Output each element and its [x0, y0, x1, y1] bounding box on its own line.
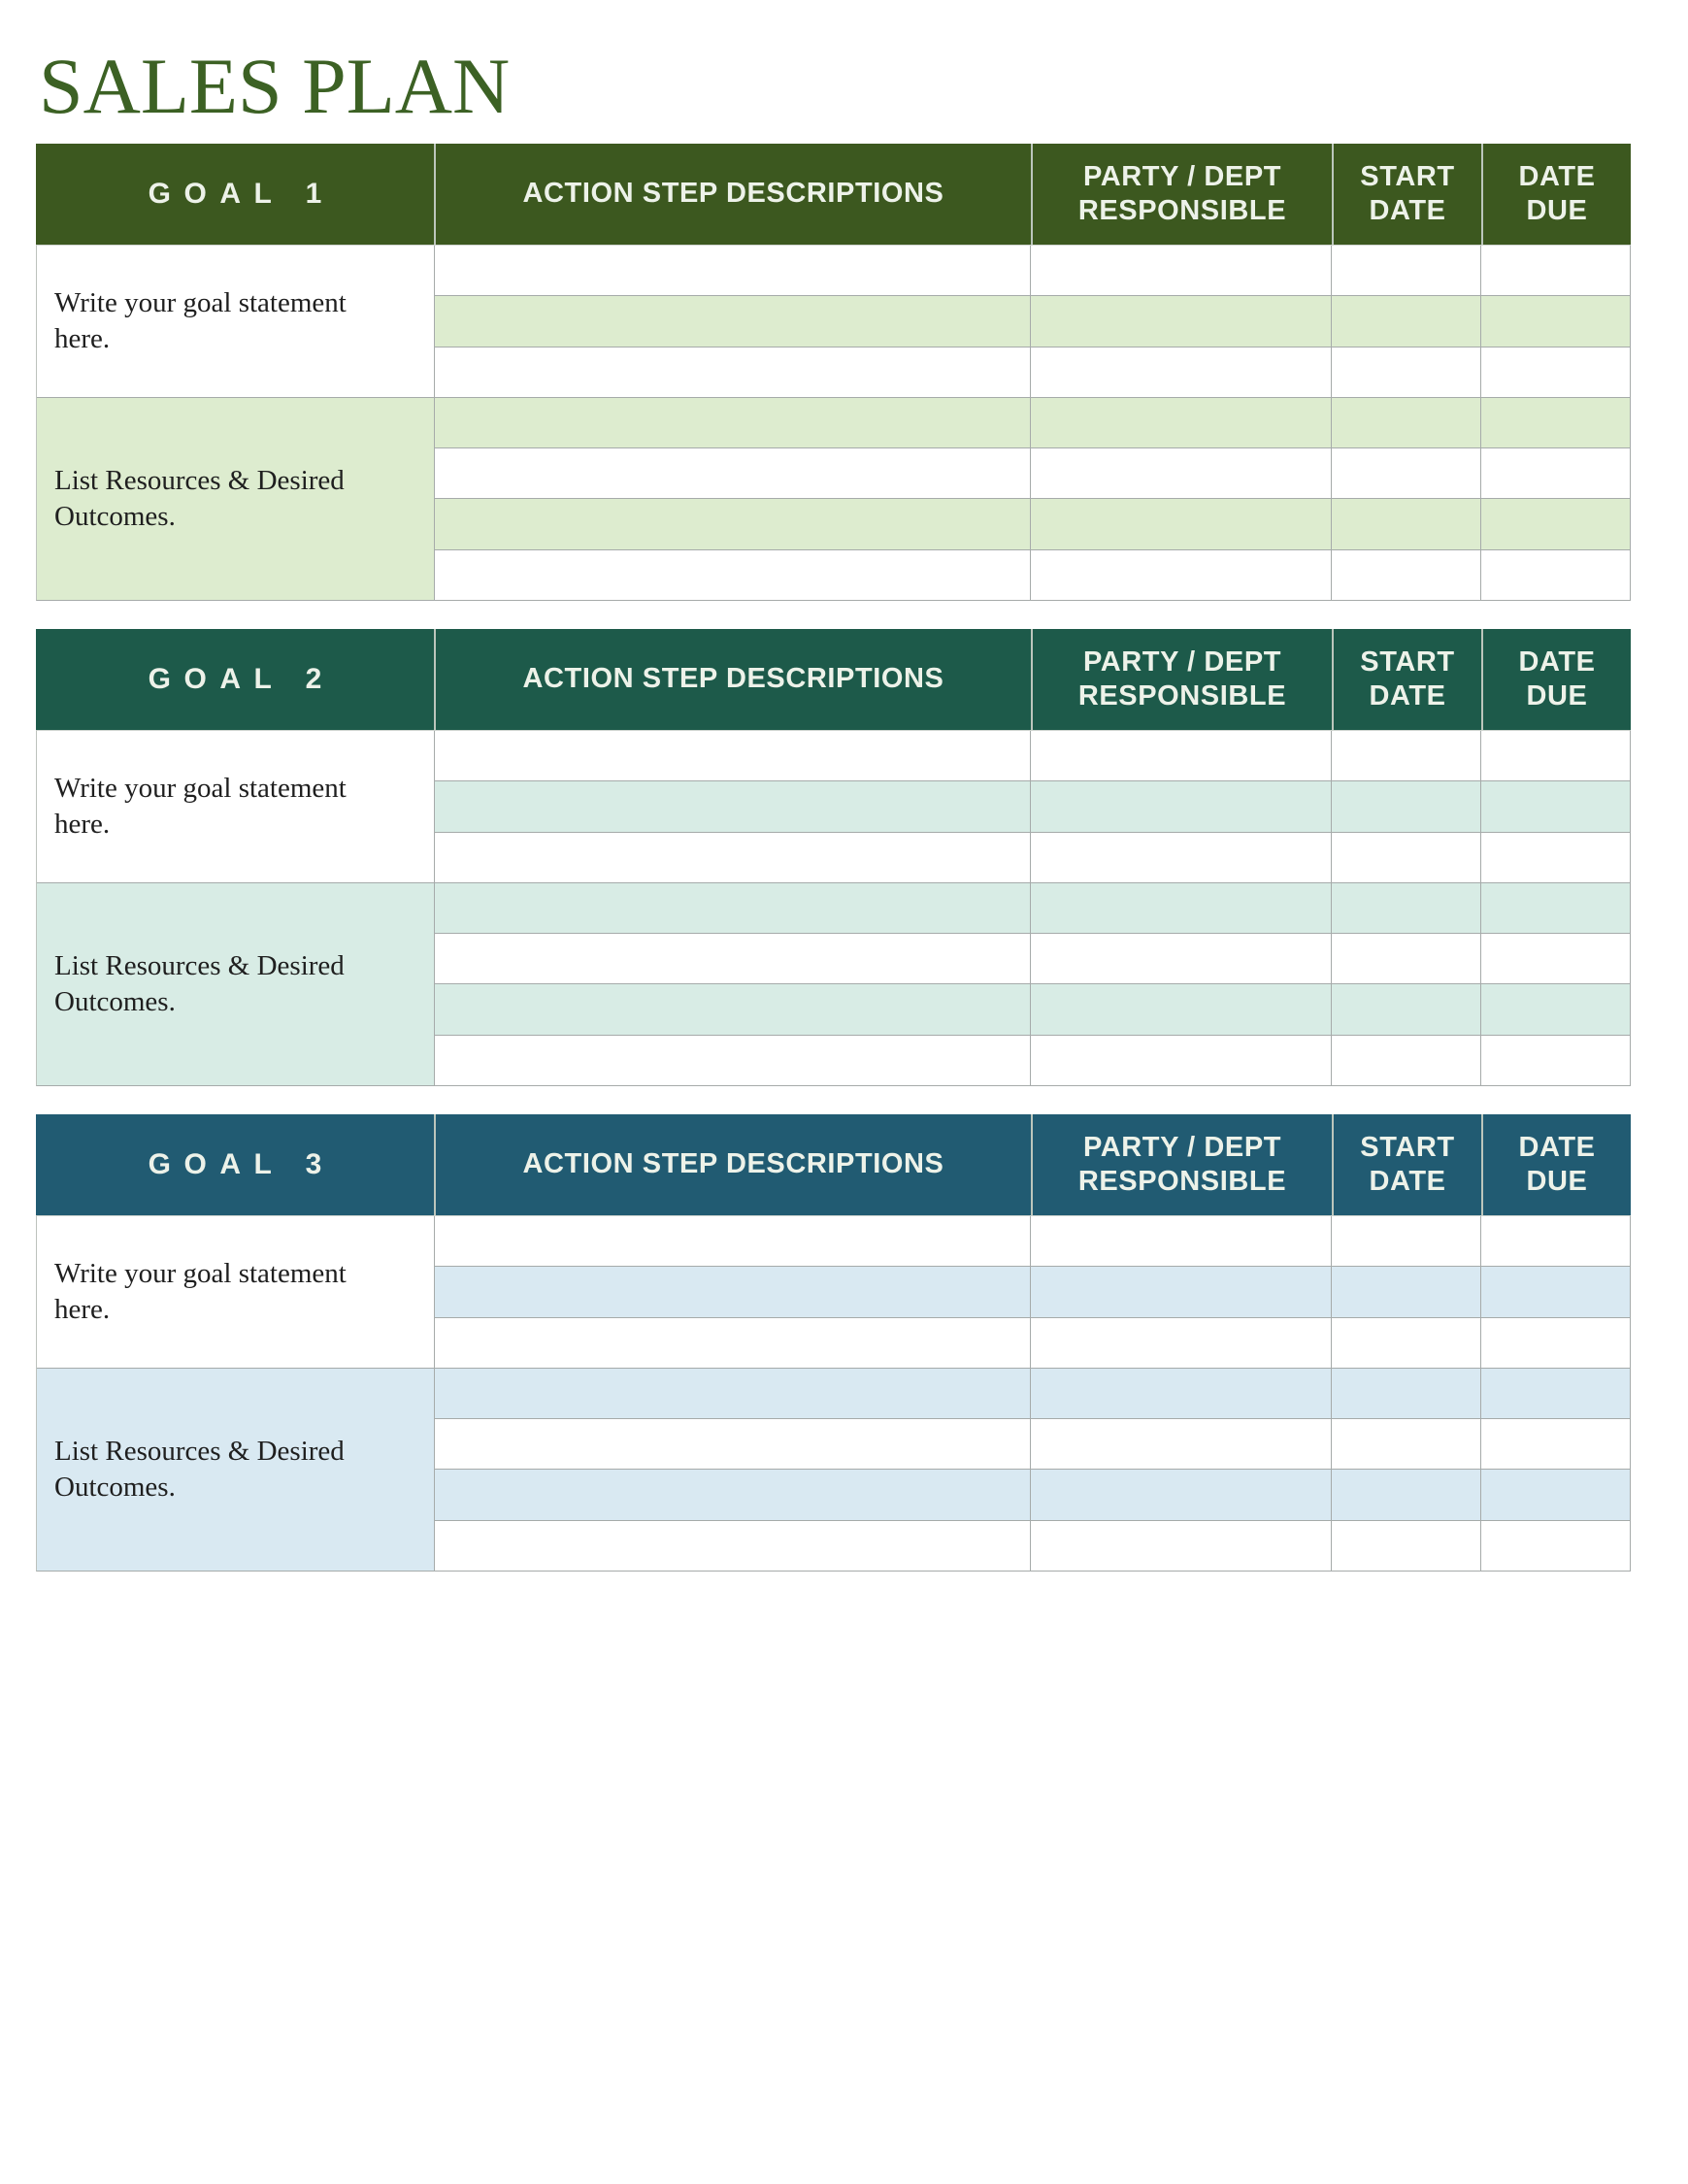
empty-row	[435, 883, 1630, 934]
empty-cell	[1030, 833, 1331, 882]
empty-cell	[435, 731, 1030, 780]
empty-row	[435, 1521, 1630, 1571]
empty-row	[435, 731, 1630, 781]
empty-cell	[435, 833, 1030, 882]
goal-table-body	[36, 1215, 1631, 1572]
empty-cell	[1331, 448, 1480, 498]
empty-row	[435, 550, 1630, 600]
empty-cell	[1480, 1369, 1630, 1418]
empty-cell	[1030, 984, 1331, 1034]
empty-row	[435, 499, 1630, 549]
party-dept-header-cell: PARTY / DEPT RESPONSIBLE	[1031, 144, 1332, 245]
empty-cell	[1030, 1470, 1331, 1519]
action-header-cell: ACTION STEP DESCRIPTIONS	[434, 144, 1031, 245]
empty-cell	[1480, 1318, 1630, 1368]
empty-cell	[1331, 1267, 1480, 1316]
empty-row	[435, 296, 1630, 347]
date-due-header-cell: DATE DUE	[1481, 144, 1631, 245]
goal-table-header	[36, 1114, 1631, 1215]
page-title: SALES PLAN	[39, 42, 511, 130]
party-dept-header-cell: PARTY / DEPT RESPONSIBLE	[1031, 629, 1332, 730]
empty-cell	[1331, 398, 1480, 447]
empty-cell	[1030, 246, 1331, 295]
empty-cell	[435, 499, 1030, 548]
action-steps-grid	[435, 246, 1630, 600]
empty-row	[435, 1036, 1630, 1085]
empty-cell	[1331, 1036, 1480, 1085]
empty-cell	[1331, 934, 1480, 983]
empty-cell	[1480, 499, 1630, 548]
action-header-cell: ACTION STEP DESCRIPTIONS	[434, 629, 1031, 730]
empty-cell	[1480, 1036, 1630, 1085]
empty-cell	[435, 1521, 1030, 1571]
empty-cell	[435, 934, 1030, 983]
goal-table-header	[36, 629, 1631, 730]
empty-cell	[1030, 1216, 1331, 1266]
empty-cell	[1030, 1318, 1331, 1368]
empty-cell	[1030, 934, 1331, 983]
goal-statement-cell: Write your goal statement here.	[37, 1216, 434, 1369]
goal-table-header	[36, 144, 1631, 245]
empty-cell	[1331, 1521, 1480, 1571]
empty-cell	[1480, 1470, 1630, 1519]
empty-cell	[1331, 1419, 1480, 1469]
goal-header-cell: GOAL 1	[36, 144, 434, 245]
empty-cell	[1030, 1267, 1331, 1316]
action-steps-grid	[435, 1216, 1630, 1571]
start-date-header-cell: START DATE	[1332, 144, 1481, 245]
empty-cell	[1331, 833, 1480, 882]
empty-cell	[1480, 1267, 1630, 1316]
goal-statement-cell: Write your goal statement here.	[37, 731, 434, 883]
goal-table-1	[36, 144, 1631, 601]
action-header-cell: ACTION STEP DESCRIPTIONS	[434, 1114, 1031, 1215]
empty-cell	[1030, 550, 1331, 600]
empty-row	[435, 347, 1630, 398]
empty-cell	[1030, 1036, 1331, 1085]
resources-cell: List Resources & Desired Outcomes.	[37, 398, 434, 600]
empty-cell	[1030, 731, 1331, 780]
goal-column	[37, 246, 435, 600]
start-date-header-cell: START DATE	[1332, 1114, 1481, 1215]
empty-cell	[1331, 499, 1480, 548]
goal-column	[37, 731, 435, 1085]
empty-row	[435, 833, 1630, 883]
empty-cell	[1480, 1419, 1630, 1469]
action-steps-grid	[435, 731, 1630, 1085]
empty-cell	[435, 781, 1030, 831]
empty-row	[435, 1216, 1630, 1267]
empty-cell	[1480, 883, 1630, 933]
empty-cell	[1331, 1470, 1480, 1519]
empty-cell	[435, 246, 1030, 295]
empty-cell	[1331, 1369, 1480, 1418]
empty-cell	[1331, 550, 1480, 600]
goal-table-body	[36, 245, 1631, 601]
empty-row	[435, 1267, 1630, 1317]
empty-row	[435, 1470, 1630, 1520]
empty-cell	[1480, 398, 1630, 447]
empty-row	[435, 448, 1630, 499]
empty-cell	[435, 550, 1030, 600]
empty-cell	[435, 1267, 1030, 1316]
empty-cell	[1030, 1521, 1331, 1571]
empty-cell	[1480, 934, 1630, 983]
empty-cell	[1480, 1521, 1630, 1571]
empty-cell	[1480, 347, 1630, 397]
start-date-header-cell: START DATE	[1332, 629, 1481, 730]
empty-cell	[1331, 1216, 1480, 1266]
goal-column	[37, 1216, 435, 1571]
goal-header-cell: GOAL 3	[36, 1114, 434, 1215]
date-due-header-cell: DATE DUE	[1481, 1114, 1631, 1215]
empty-cell	[1480, 731, 1630, 780]
empty-cell	[1480, 550, 1630, 600]
empty-cell	[1480, 296, 1630, 346]
empty-cell	[435, 1369, 1030, 1418]
empty-cell	[435, 296, 1030, 346]
empty-cell	[435, 1216, 1030, 1266]
empty-cell	[1030, 883, 1331, 933]
empty-cell	[435, 1470, 1030, 1519]
goal-table-3	[36, 1114, 1631, 1572]
resources-cell: List Resources & Desired Outcomes.	[37, 883, 434, 1085]
empty-cell	[435, 448, 1030, 498]
empty-cell	[435, 1036, 1030, 1085]
date-due-header-cell: DATE DUE	[1481, 629, 1631, 730]
empty-cell	[1331, 296, 1480, 346]
empty-cell	[1030, 398, 1331, 447]
empty-cell	[1331, 883, 1480, 933]
empty-cell	[435, 398, 1030, 447]
empty-cell	[1030, 347, 1331, 397]
empty-row	[435, 984, 1630, 1035]
empty-cell	[1030, 1369, 1331, 1418]
empty-cell	[1331, 731, 1480, 780]
empty-row	[435, 934, 1630, 984]
party-dept-header-cell: PARTY / DEPT RESPONSIBLE	[1031, 1114, 1332, 1215]
empty-cell	[435, 984, 1030, 1034]
empty-cell	[1331, 984, 1480, 1034]
empty-row	[435, 246, 1630, 296]
goal-table-body	[36, 730, 1631, 1086]
empty-cell	[1030, 1419, 1331, 1469]
empty-cell	[1480, 246, 1630, 295]
empty-cell	[1480, 833, 1630, 882]
goal-statement-cell: Write your goal statement here.	[37, 246, 434, 398]
empty-cell	[435, 883, 1030, 933]
goal-header-cell: GOAL 2	[36, 629, 434, 730]
empty-cell	[1331, 347, 1480, 397]
empty-cell	[1030, 296, 1331, 346]
empty-cell	[1480, 1216, 1630, 1266]
empty-cell	[1331, 246, 1480, 295]
empty-cell	[1331, 1318, 1480, 1368]
empty-cell	[435, 1318, 1030, 1368]
empty-cell	[1331, 781, 1480, 831]
empty-cell	[435, 1419, 1030, 1469]
empty-row	[435, 1419, 1630, 1470]
goal-table-2	[36, 629, 1631, 1086]
empty-cell	[1480, 984, 1630, 1034]
empty-cell	[1030, 781, 1331, 831]
empty-cell	[1480, 781, 1630, 831]
empty-row	[435, 1369, 1630, 1419]
empty-cell	[1030, 499, 1331, 548]
empty-cell	[435, 347, 1030, 397]
empty-row	[435, 781, 1630, 832]
empty-cell	[1480, 448, 1630, 498]
empty-cell	[1030, 448, 1331, 498]
empty-row	[435, 1318, 1630, 1369]
resources-cell: List Resources & Desired Outcomes.	[37, 1369, 434, 1571]
empty-row	[435, 398, 1630, 448]
